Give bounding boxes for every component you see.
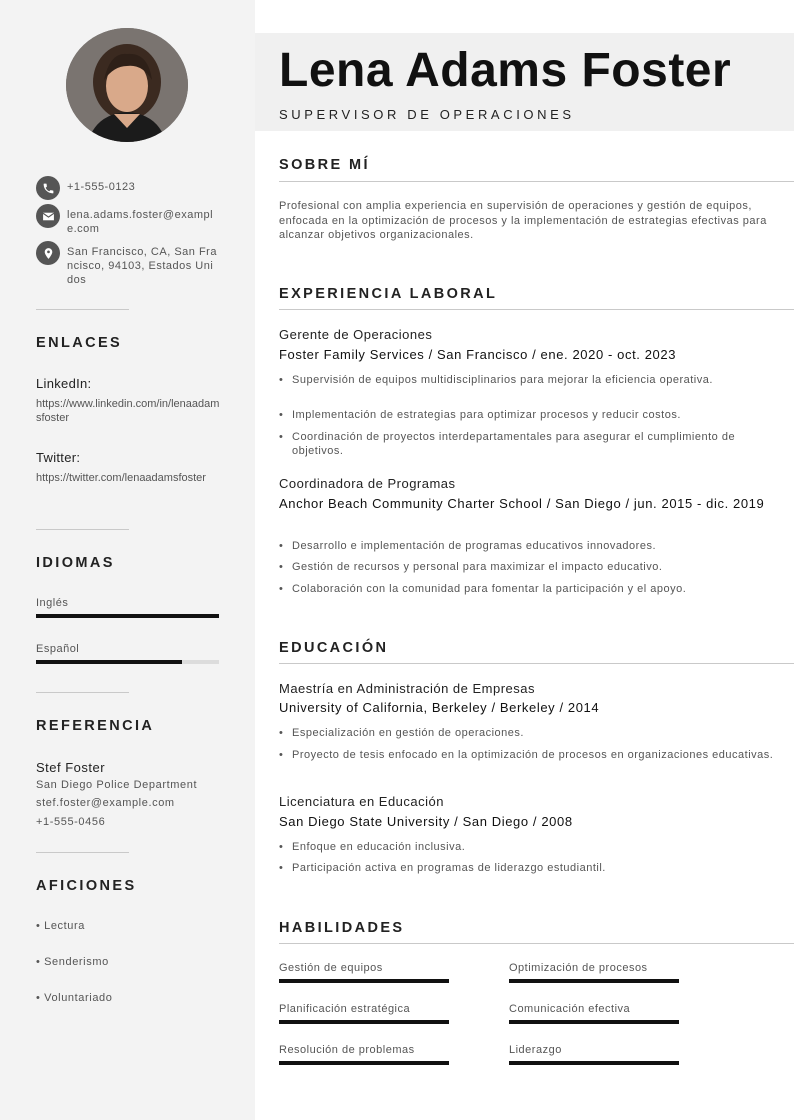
hobby-item: • Senderismo [36,956,109,968]
skill-name: Resolución de problemas [279,1044,415,1056]
linkedin-link[interactable]: https://www.linkedin.com/in/lenaadamsfoster [36,398,220,424]
language-level-fill [36,660,182,664]
degree-title: Maestría en Administración de Empresas [279,681,535,696]
degree-bullet: • Especialización en gestión de operaciones. [279,726,774,740]
address-text: San Francisco, CA, San Francisco, 94103, Estados Unidos [67,246,217,286]
skill-level-fill [279,979,449,983]
twitter-label: Twitter: [36,450,81,465]
reference-heading: REFERENCIA [36,718,155,734]
links-heading: ENLACES [36,335,123,351]
degree-title: Licenciatura en Educación [279,794,444,809]
degree-bullet: • Proyecto de tesis enfocado en la optimización de procesos en organizaciones educativas. [279,748,774,762]
language-level-bar [36,660,219,664]
degree-bullet: • Participación activa en programas de liderazgo estudiantil. [279,861,774,875]
skill-level-bar [509,1061,679,1065]
twitter-link[interactable]: https://twitter.com/lenaadamsfoster [36,472,206,484]
job-bullet: • Implementación de estrategias para optimizar procesos y reducir costos. [279,408,774,422]
language-level-fill [36,614,219,618]
reference-phone: +1-555-0456 [36,816,106,828]
phone-icon [36,176,60,200]
hobby-label: Senderismo [44,956,109,968]
skills-heading: HABILIDADES [279,920,405,936]
hobby-label: Voluntariado [44,992,113,1004]
skill-level-bar [279,1061,449,1065]
profile-photo [66,28,188,142]
section-rule [279,181,794,182]
language-name: Español [36,643,80,655]
education-heading: EDUCACIÓN [279,640,389,656]
about-heading: SOBRE MÍ [279,157,370,173]
skill-level-fill [279,1061,449,1065]
job-company: Foster Family Services / San Francisco / ene. 2020 - oct. 2023 [279,347,677,362]
job-company: Anchor Beach Community Charter School / San Diego / jun. 2015 - dic. 2019 [279,496,765,511]
section-rule [279,663,794,664]
degree-school: University of California, Berkeley / Berkeley / 2014 [279,700,600,715]
hobby-item: • Lectura [36,920,85,932]
experience-heading: EXPERIENCIA LABORAL [279,286,498,302]
skill-name: Optimización de procesos [509,962,648,974]
phone-text: +1-555-0123 [67,181,136,193]
linkedin-label: LinkedIn: [36,376,92,391]
contact-address [36,245,219,287]
skill-level-bar [509,1020,679,1024]
divider [36,852,129,853]
skill-level-fill [509,1020,679,1024]
skill-level-bar [279,979,449,983]
skill-level-fill [509,1061,679,1065]
skill-name: Liderazgo [509,1044,562,1056]
job-bullet: • Coordinación de proyectos interdepartamentales para asegurar el cumplimiento de objetivos. [279,430,774,458]
degree-school: San Diego State University / San Diego / 2008 [279,814,573,829]
reference-email: stef.foster@example.com [36,797,175,809]
job-position: Gerente de Operaciones [279,327,433,342]
skill-name: Planificación estratégica [279,1003,411,1015]
location-icon [36,241,60,265]
contact-phone [36,180,219,200]
job-bullet: • Gestión de recursos y personal para maximizar el impacto educativo. [279,560,774,574]
job-bullet: • Supervisión de equipos multidisciplinarios para mejorar la eficiencia operativa. [279,373,774,387]
avatar [66,28,188,142]
skill-name: Comunicación efectiva [509,1003,631,1015]
hobby-label: Lectura [44,920,85,932]
skill-level-fill [279,1020,449,1024]
hobbies-heading: AFICIONES [36,878,137,894]
skill-level-fill [509,979,679,983]
contact-email [36,208,219,236]
skill-name: Gestión de equipos [279,962,383,974]
reference-company: San Diego Police Department [36,779,198,791]
reference-name: Stef Foster [36,760,106,775]
language-name: Inglés [36,597,69,609]
section-rule [279,943,794,944]
job-title: SUPERVISOR DE OPERACIONES [279,107,575,122]
job-position: Coordinadora de Programas [279,476,456,491]
degree-bullet: • Enfoque en educación inclusiva. [279,840,774,854]
hobby-item: • Voluntariado [36,992,113,1004]
divider [36,309,129,310]
section-rule [279,309,794,310]
language-level-bar [36,614,219,618]
divider [36,529,129,530]
job-bullet: • Colaboración con la comunidad para fomentar la participación y el apoyo. [279,582,774,596]
skill-level-bar [509,979,679,983]
divider [36,692,129,693]
skill-level-bar [279,1020,449,1024]
email-text: lena.adams.foster@example.com [67,209,214,235]
full-name: Lena Adams Foster [279,44,732,97]
job-bullet: • Desarrollo e implementación de programas educativos innovadores. [279,539,774,553]
email-icon [36,204,60,228]
about-text: Profesional con amplia experiencia en supervisión de operaciones y gestión de equipos, enfocada en la optimización de procesos y la implementación de estrategias efectivas para alcanzar objetivos organizacionales. [279,200,767,241]
languages-heading: IDIOMAS [36,555,115,571]
